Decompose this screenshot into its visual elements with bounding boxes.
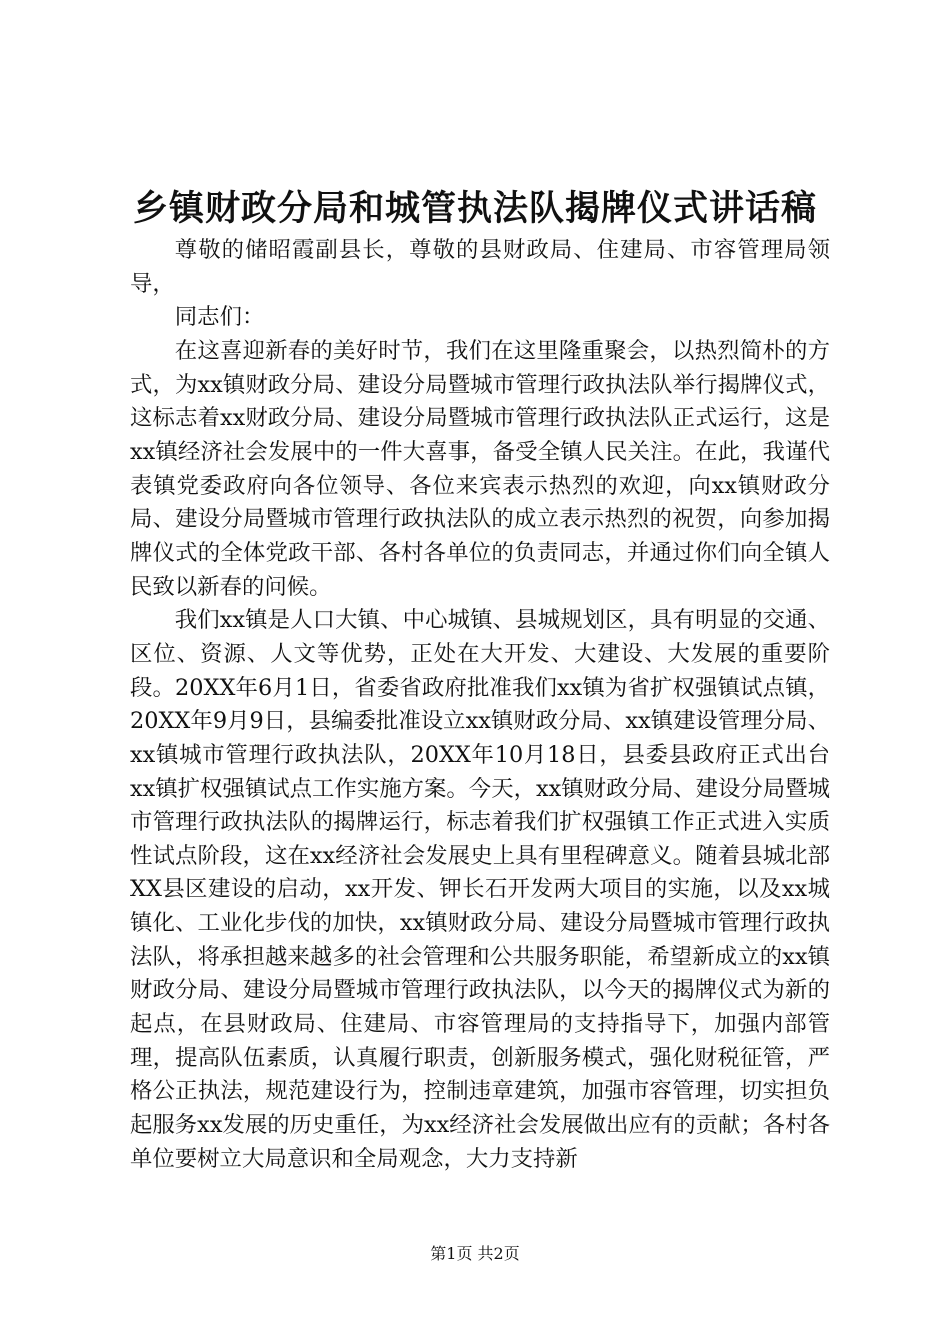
document-body (130, 234, 830, 1176)
paragraph-background: 我们xx镇是人口大镇、中心城镇、县城规划区，具有明显的交通、区位、资源、人文等优势，正处在大开发、大建设、大发展的重要阶段。20XX年6月1日，省委省政府批准我们xx镇为省扩权强镇试点镇，20XX年9月9日，县编委批准设立xx镇财政分局、xx镇建设管理分局、xx镇城市管理行政执法队，20XX年10月18日，县委县政府正式出台xx镇扩权强镇试点工作实施方案。今天，xx镇财政分局、建设分局暨城市管理行政执法队的揭牌运行，标志着我们扩权强镇工作正式进入实质性试点阶段，这在xx经济社会发展史上具有里程碑意义。随着县城北部XX县区建设的启动，xx开发、钾长石开发两大项目的实施，以及xx城镇化、工业化步伐的加快，xx镇财政分局、建设分局暨城市管理行政执法队，将承担越来越多的社会管理和公共服务职能，希望新成立的xx镇财政分局、建设分局暨城市管理行政执法队，以今天的揭牌仪式为新的起点，在县财政局、住建局、市容管理局的支持指导下，加强内部管理，提高队伍素质，认真履行职责，创新服务模式，强化财税征管，严格公正执法，规范建设行为，控制违章建筑，加强市容管理，切实担负起服务xx发展的历史重任，为xx经济社会发展做出应有的贡献；各村各单位要树立大局意识和全局观念，大力支持新 (130, 607, 830, 1172)
page-footer (0, 1242, 950, 1266)
page-indicator: 第1页 共2页 (430, 1244, 520, 1263)
paragraph-opening: 在这喜迎新春的美好时节，我们在这里隆重聚会，以热烈简朴的方式，为xx镇财政分局、建设分局暨城市管理行政执法队举行揭牌仪式，这标志着xx财政分局、建设分局暨城市管理行政执法队正式运行，这是xx镇经济社会发展中的一件大喜事，备受全镇人民关注。在此，我谨代表镇党委政府向各位领导、各位来宾表示热烈的欢迎，向xx镇财政分局、建设分局暨城市管理行政执法队的成立表示热烈的祝贺，向参加揭牌仪式的全体党政干部、各村各单位的负责同志，并通过你们向全镇人民致以新春的问候。 (130, 337, 830, 600)
paragraph-greeting: 同志们： (174, 304, 265, 331)
document-title: 乡镇财政分局和城管执法队揭牌仪式讲话稿 (132, 188, 817, 229)
paragraph-salutation: 尊敬的储昭霞副县长，尊敬的县财政局、住建局、市容管理局领导， (130, 237, 830, 297)
